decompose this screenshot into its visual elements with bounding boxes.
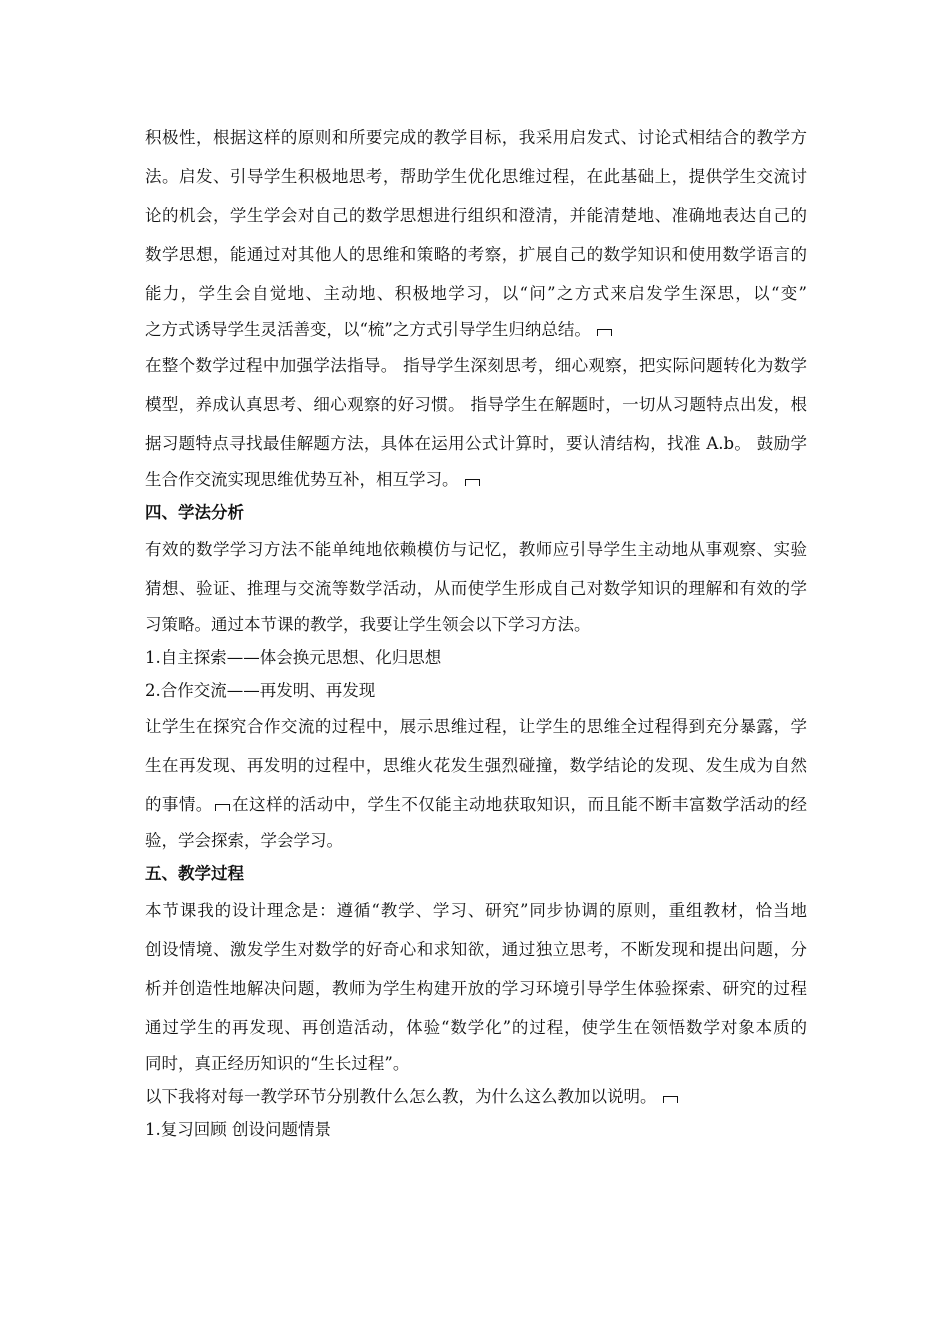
paragraph-mark-icon	[215, 804, 230, 811]
paragraph-teaching-method	[145, 118, 807, 346]
paragraph-learning-methods	[145, 530, 807, 641]
text-line-with-mark	[145, 463, 807, 496]
text-line: 模型，养成认真思考、细心观察的好习惯。 指导学生在解题时，一切从习题特点出发，根	[145, 395, 807, 414]
text-line: 习策略。通过本节课的教学，我要让学生领会以下学习方法。	[145, 615, 591, 634]
text-line: 猜想、验证、推理与交流等数学活动，从而使学生形成自己对数学知识的理解和有效的学	[145, 579, 807, 598]
paragraph-study-guidance	[145, 346, 807, 496]
paragraph-mark-icon	[663, 1096, 678, 1103]
document-body	[145, 118, 807, 1146]
text-line: 在整个数学过程中加强学法指导。 指导学生深刻思考，细心观察，把实际问题转化为数学	[145, 356, 807, 375]
text-line: 本节课我的设计理念是：遵循“教学、学习、研究”同步协调的原则，重组教材，恰当地	[145, 901, 807, 920]
text-line: 通过学生的再发现、再创造活动，体验“数学化”的过程，使学生在领悟数学对象本质的	[145, 1018, 807, 1037]
text-line: 生合作交流实现思维优势互补，相互学习。	[145, 470, 459, 489]
list-item-1: 1.自主探索——体会换元思想、化归思想	[145, 648, 442, 667]
text-line-with-mark	[145, 785, 807, 824]
paragraph-mark-icon	[597, 329, 612, 336]
text-line: 有效的数学学习方法不能单纯地依赖模仿与记忆，教师应引导学生主动地从事观察、实验	[145, 540, 807, 559]
text-line-with-mark	[145, 1080, 807, 1113]
text-line: 生在再发现、再发明的过程中，思维火花发生强烈碰撞，数学结论的发现、发生成为自然	[145, 756, 807, 775]
text-line: 之方式诱导学生灵活善变，以“梳”之方式引导学生归纳总结。	[145, 320, 591, 339]
text-line: 能力，学生会自觉地、主动地、积极地学习，以“问”之方式来启发学生深思，以“变”	[145, 284, 807, 303]
text-line: 同时，真正经历知识的“生长过程”。	[145, 1054, 410, 1073]
text-line: 据习题特点寻找最佳解题方法，具体在运用公式计算时，要认清结构，找准 A.b。 鼓励学	[145, 434, 807, 453]
text-line: 验，学会探索，学会学习。	[145, 831, 343, 850]
text-line-with-mark	[145, 313, 807, 346]
text-segment: 在这样的活动中，学生不仅能主动地获取知识，而且能不断丰富数学活动的经	[231, 795, 808, 814]
list-item-2: 2.合作交流——再发明、再发现	[145, 681, 376, 700]
paragraph-mark-icon	[465, 479, 480, 486]
section-heading-5: 五、教学过程	[145, 864, 244, 883]
text-line: 创设情境、激发学生对数学的好奇心和求知欲，通过独立思考，不断发现和提出问题，分	[145, 940, 807, 959]
text-line: 法。启发、引导学生积极地思考，帮助学生优化思维过程，在此基础上，提供学生交流讨	[145, 167, 807, 186]
list-item-3: 1.复习回顾 创设问题情景	[145, 1120, 331, 1139]
text-line: 积极性，根据这样的原则和所要完成的教学目标，我采用启发式、讨论式相结合的教学方	[145, 128, 807, 147]
text-line: 以下我将对每一教学环节分别教什么怎么教，为什么这么教加以说明。	[145, 1087, 657, 1106]
paragraph-cooperation	[145, 707, 807, 857]
section-heading-4: 四、学法分析	[145, 503, 244, 522]
text-line: 论的机会，学生学会对自己的数学思想进行组织和澄清，并能清楚地、准确地表达自己的	[145, 206, 807, 225]
text-line: 数学思想，能通过对其他人的思维和策略的考察，扩展自己的数学知识和使用数学语言的	[145, 245, 807, 264]
text-segment: 的事情。	[145, 795, 213, 814]
text-line: 让学生在探究合作交流的过程中，展示思维过程，让学生的思维全过程得到充分暴露，学	[145, 717, 807, 736]
paragraph-design-concept	[145, 891, 807, 1080]
text-line: 析并创造性地解决问题，教师为学生构建开放的学习环境引导学生体验探索、研究的过程	[145, 979, 807, 998]
